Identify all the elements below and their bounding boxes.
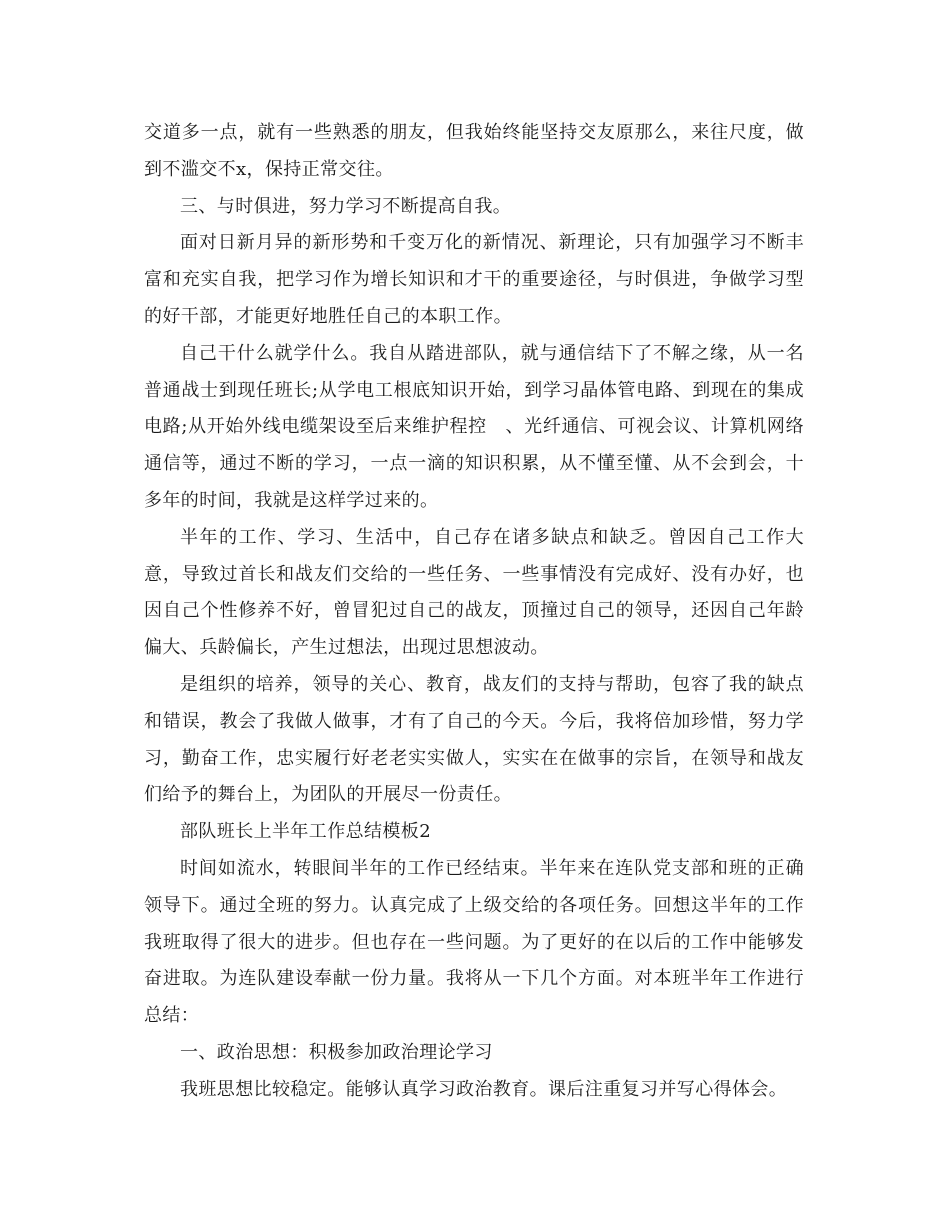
paragraph: 是组织的培养，领导的关心、教育，战友们的支持与帮助，包容了我的缺点和错误，教会了我做人做事，才有了自己的今天。今后，我将倍加珍惜，努力学习，勤奋工作，忠实履行好老老实实做人，实实在在做事的宗旨，在领导和战友们给予的舞台上，为团队的开展尽一份责任。 <box>144 673 804 806</box>
paragraph: 自己干什么就学什么。我自从踏进部队，就与通信结下了不解之缘，从一名普通战士到现任班长;从学电工根底知识开始，到学习晶体管电路、到现在的集成电路;从开始外线电缆架设至后来维护程控 、光纤通信、可视会议、计算机网络通信等，通过不断的学习，一点一滴的知识积累，从不懂至懂、从不会到会，十多年的时间，我就是这样学过来的。 <box>144 342 804 511</box>
section-heading-three: 三、与时俱进，努力学习不断提高自我。 <box>180 195 512 217</box>
document-body <box>144 115 804 1109</box>
template-title: 部队班长上半年工作总结模板2 <box>180 821 432 843</box>
section-heading-one: 一、政治思想：积极参加政治理论学习 <box>180 1041 493 1063</box>
paragraph: 半年的工作、学习、生活中，自己存在诸多缺点和缺乏。曾因自己工作大意，导致过首长和战友们交给的一些任务、一些事情没有完成好、没有办好，也因自己个性修养不好，曾冒犯过自己的战友，顶撞过自己的领导，还因自己年龄偏大、兵龄偏长，产生过想法，出现过思想波动。 <box>144 526 804 659</box>
paragraph: 面对日新月异的新形势和千变万化的新情况、新理论，只有加强学习不断丰富和充实自我，把学习作为增长知识和才干的重要途径，与时俱进，争做学习型的好干部，才能更好地胜任自己的本职工作。 <box>144 232 804 327</box>
paragraph-continuation: 交道多一点，就有一些熟悉的朋友，但我始终能坚持交友原那么，来往尺度，做到不滥交不x，保持正常交往。 <box>144 122 804 180</box>
paragraph: 时间如流水，转眼间半年的工作已经结束。半年来在连队党支部和班的正确领导下。通过全班的努力。认真完成了上级交给的各项任务。回想这半年的工作我班取得了很大的进步。但也存在一些问题。为了更好的在以后的工作中能够发奋进取。为连队建设奉献一份力量。我将从一下几个方面。对本班半年工作进行总结： <box>144 857 804 1027</box>
paragraph: 我班思想比较稳定。能够认真学习政治教育。课后注重复习并写心得体会。 <box>180 1078 788 1100</box>
